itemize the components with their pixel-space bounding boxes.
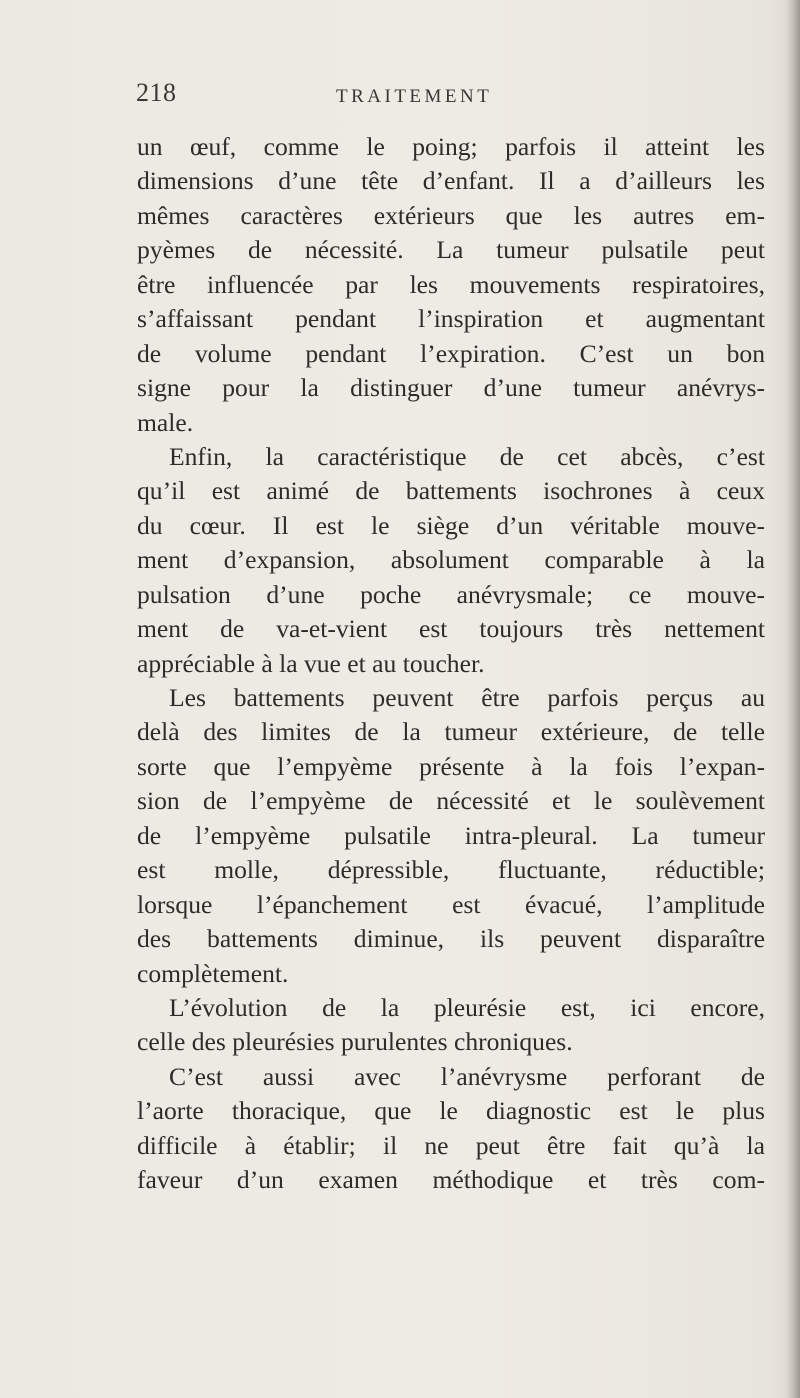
text-line: delà des limites de la tumeur extérieure, de telle [137, 717, 765, 747]
text-line: est molle, dépressible, fluctuante, réductible; [137, 855, 765, 885]
text-line: sorte que l’empyème présente à la fois l’expan- [137, 751, 765, 781]
text-line: de l’empyème pulsatile intra-pleural. La tumeur [137, 820, 765, 850]
text-line: qu’il est animé de battements isochrones à ceux [137, 476, 765, 506]
text-line: faveur d’un examen méthodique et très com- [137, 1165, 765, 1195]
text-line: un œuf, comme le poing; parfois il atteint les [137, 132, 765, 161]
text-line: celle des pleurésies purulentes chroniques. [137, 1027, 573, 1057]
body-text [137, 130, 765, 1198]
text-line: signe pour la distinguer d’une tumeur anévrys- [137, 373, 765, 403]
text-line: pyèmes de nécessité. La tumeur pulsatile peut [137, 235, 765, 265]
text-line: l’aorte thoracique, que le diagnostic est le plus [137, 1096, 765, 1126]
text-line: appréciable à la vue et au toucher. [137, 648, 485, 678]
text-line: complètement. [137, 958, 289, 988]
text-line: sion de l’empyème de nécessité et le soulèvement [137, 786, 765, 816]
text-line: mêmes caractères extérieurs que les autres em- [137, 200, 765, 230]
text-line: male. [137, 407, 194, 437]
text-line: Les battements peuvent être parfois perçus au [169, 683, 765, 712]
text-line: lorsque l’épanchement est évacué, l’amplitude [137, 889, 765, 919]
text-line: des battements diminue, ils peuvent disparaître [137, 924, 765, 954]
text-line: du cœur. Il est le siège d’un véritable mouve- [137, 510, 765, 540]
page-header [136, 78, 736, 118]
text-line: L’évolution de la pleurésie est, ici encore, [169, 992, 765, 1022]
text-line: ment d’expansion, absolument comparable à la [137, 545, 765, 575]
page-edge-shadow [786, 0, 800, 1398]
text-line: Enfin, la caractéristique de cet abcès, c’est [169, 441, 765, 471]
text-line: ment de va-et-vient est toujours très nettement [137, 614, 765, 644]
text-line: pulsation d’une poche anévrysmale; ce mouve- [137, 579, 765, 609]
text-line: s’affaissant pendant l’inspiration et augmentant [137, 304, 765, 334]
text-line: dimensions d’une tête d’enfant. Il a d’ailleurs les [137, 166, 765, 196]
text-line: difficile à établir; il ne peut être fait qu’à la [137, 1130, 765, 1160]
running-title: TRAITEMENT [336, 86, 493, 107]
text-line: de volume pendant l’expiration. C’est un bon [137, 338, 765, 368]
text-line: C’est aussi avec l’anévrysme perforant de [169, 1061, 765, 1091]
text-line: être influencée par les mouvements respiratoires, [137, 269, 765, 299]
page-number: 218 [136, 78, 177, 107]
